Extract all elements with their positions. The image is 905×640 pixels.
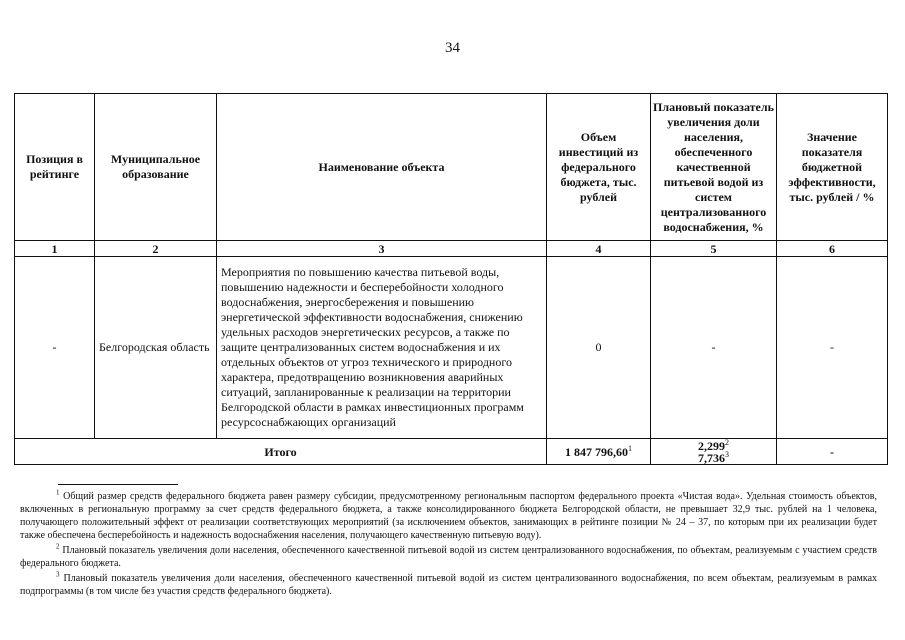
footnote bbox=[20, 490, 877, 542]
footnotes bbox=[20, 490, 877, 600]
column-number: 3 bbox=[217, 241, 547, 257]
header-position: Позиция в рейтинге bbox=[15, 94, 95, 241]
header-row bbox=[15, 94, 888, 241]
footnote-text: Плановый показатель увеличения доли населения, обеспеченного качественной питьевой водой из систем централизованного водоснабжения, по всем объектам, реализуемым в рамках подпрограммы (в том числе без участия средств федерального бюджета). bbox=[20, 573, 878, 597]
total-efficiency: - bbox=[777, 439, 888, 465]
total-share-federal: 2,299 bbox=[698, 438, 725, 453]
footnote-ref: 1 bbox=[628, 443, 632, 453]
column-number-row bbox=[15, 241, 888, 257]
table-row bbox=[15, 257, 888, 439]
column-number: 4 bbox=[547, 241, 651, 257]
footnote-text: Плановый показатель увеличения доли населения, обеспеченного качественной питьевой водой из систем централизованного водоснабжения, по объектам, реализуемым с участием средств федерального бюджета. bbox=[20, 545, 877, 569]
total-label: Итого bbox=[15, 439, 547, 465]
footnote-text: Общий размер средств федерального бюджета равен размеру субсидии, предусмотренному региональным паспортом федерального проекта «Чистая вода». Удельная стоимость объектов, включенных в региональную программу за счет средств федерального бюджета, а также консолидированного бюджета Белгородской области, не превышает 32,9 тыс. рублей на 1 человека, получающего положительный эффект от реализации соответствующих мероприятий (за исключением объектов, занимающих в рейтинге позиции № 24 – 37, по которым при их реализации будет также обеспечена бесперебойность и надежность водоснабжения населения, получающего качественную питьевую воду). bbox=[20, 491, 877, 541]
total-share bbox=[651, 439, 777, 465]
footnote-mark: 3 bbox=[56, 570, 60, 579]
cell-position: - bbox=[15, 257, 95, 439]
header-share: Плановый показатель увеличения доли населения, обеспеченного качественной питьевой водой из систем централизованного водоснабжения, % bbox=[651, 94, 777, 241]
total-investment bbox=[547, 439, 651, 465]
column-number: 5 bbox=[651, 241, 777, 257]
page-number: 34 bbox=[445, 40, 460, 56]
column-number: 6 bbox=[777, 241, 888, 257]
total-investment-value: 1 847 796,60 bbox=[565, 444, 628, 459]
header-efficiency: Значение показателя бюджетной эффективности, тыс. рублей / % bbox=[777, 94, 888, 241]
footnote bbox=[20, 572, 877, 598]
header-object-name: Наименование объекта bbox=[217, 94, 547, 241]
footnote-mark: 1 bbox=[56, 488, 60, 497]
column-number: 1 bbox=[15, 241, 95, 257]
footnote-separator bbox=[58, 484, 178, 485]
total-row bbox=[15, 439, 888, 465]
cell-share: - bbox=[651, 257, 777, 439]
cell-region: Белгородская область bbox=[95, 257, 217, 439]
column-number: 2 bbox=[95, 241, 217, 257]
investment-table bbox=[14, 93, 888, 465]
footnote-mark: 2 bbox=[56, 542, 60, 551]
cell-object-name: Мероприятия по повышению качества питьевой воды, повышению надежности и бесперебойности холодного водоснабжения, энергосбережения и повышению энергетической эффективности водоснабжения, снижению удельных расходов энергетических ресурсов, а также по защите централизованных систем водоснабжения и их отдельных объектов от угроз технического и природного характера, предотвращению возникновения аварийных ситуаций, запланированные к реализации на территории Белгородской области в рамках инвестиционных программ ресурсоснабжающих организаций bbox=[217, 257, 547, 439]
footnote-ref: 2 bbox=[725, 437, 729, 447]
cell-efficiency: - bbox=[777, 257, 888, 439]
header-region: Муниципальное образование bbox=[95, 94, 217, 241]
footnote bbox=[20, 544, 877, 570]
total-share-all: 7,736 bbox=[698, 450, 725, 465]
footnote-ref: 3 bbox=[725, 449, 729, 459]
cell-investment: 0 bbox=[547, 257, 651, 439]
header-investment: Объем инвестиций из федерального бюджета, тыс. рублей bbox=[547, 94, 651, 241]
